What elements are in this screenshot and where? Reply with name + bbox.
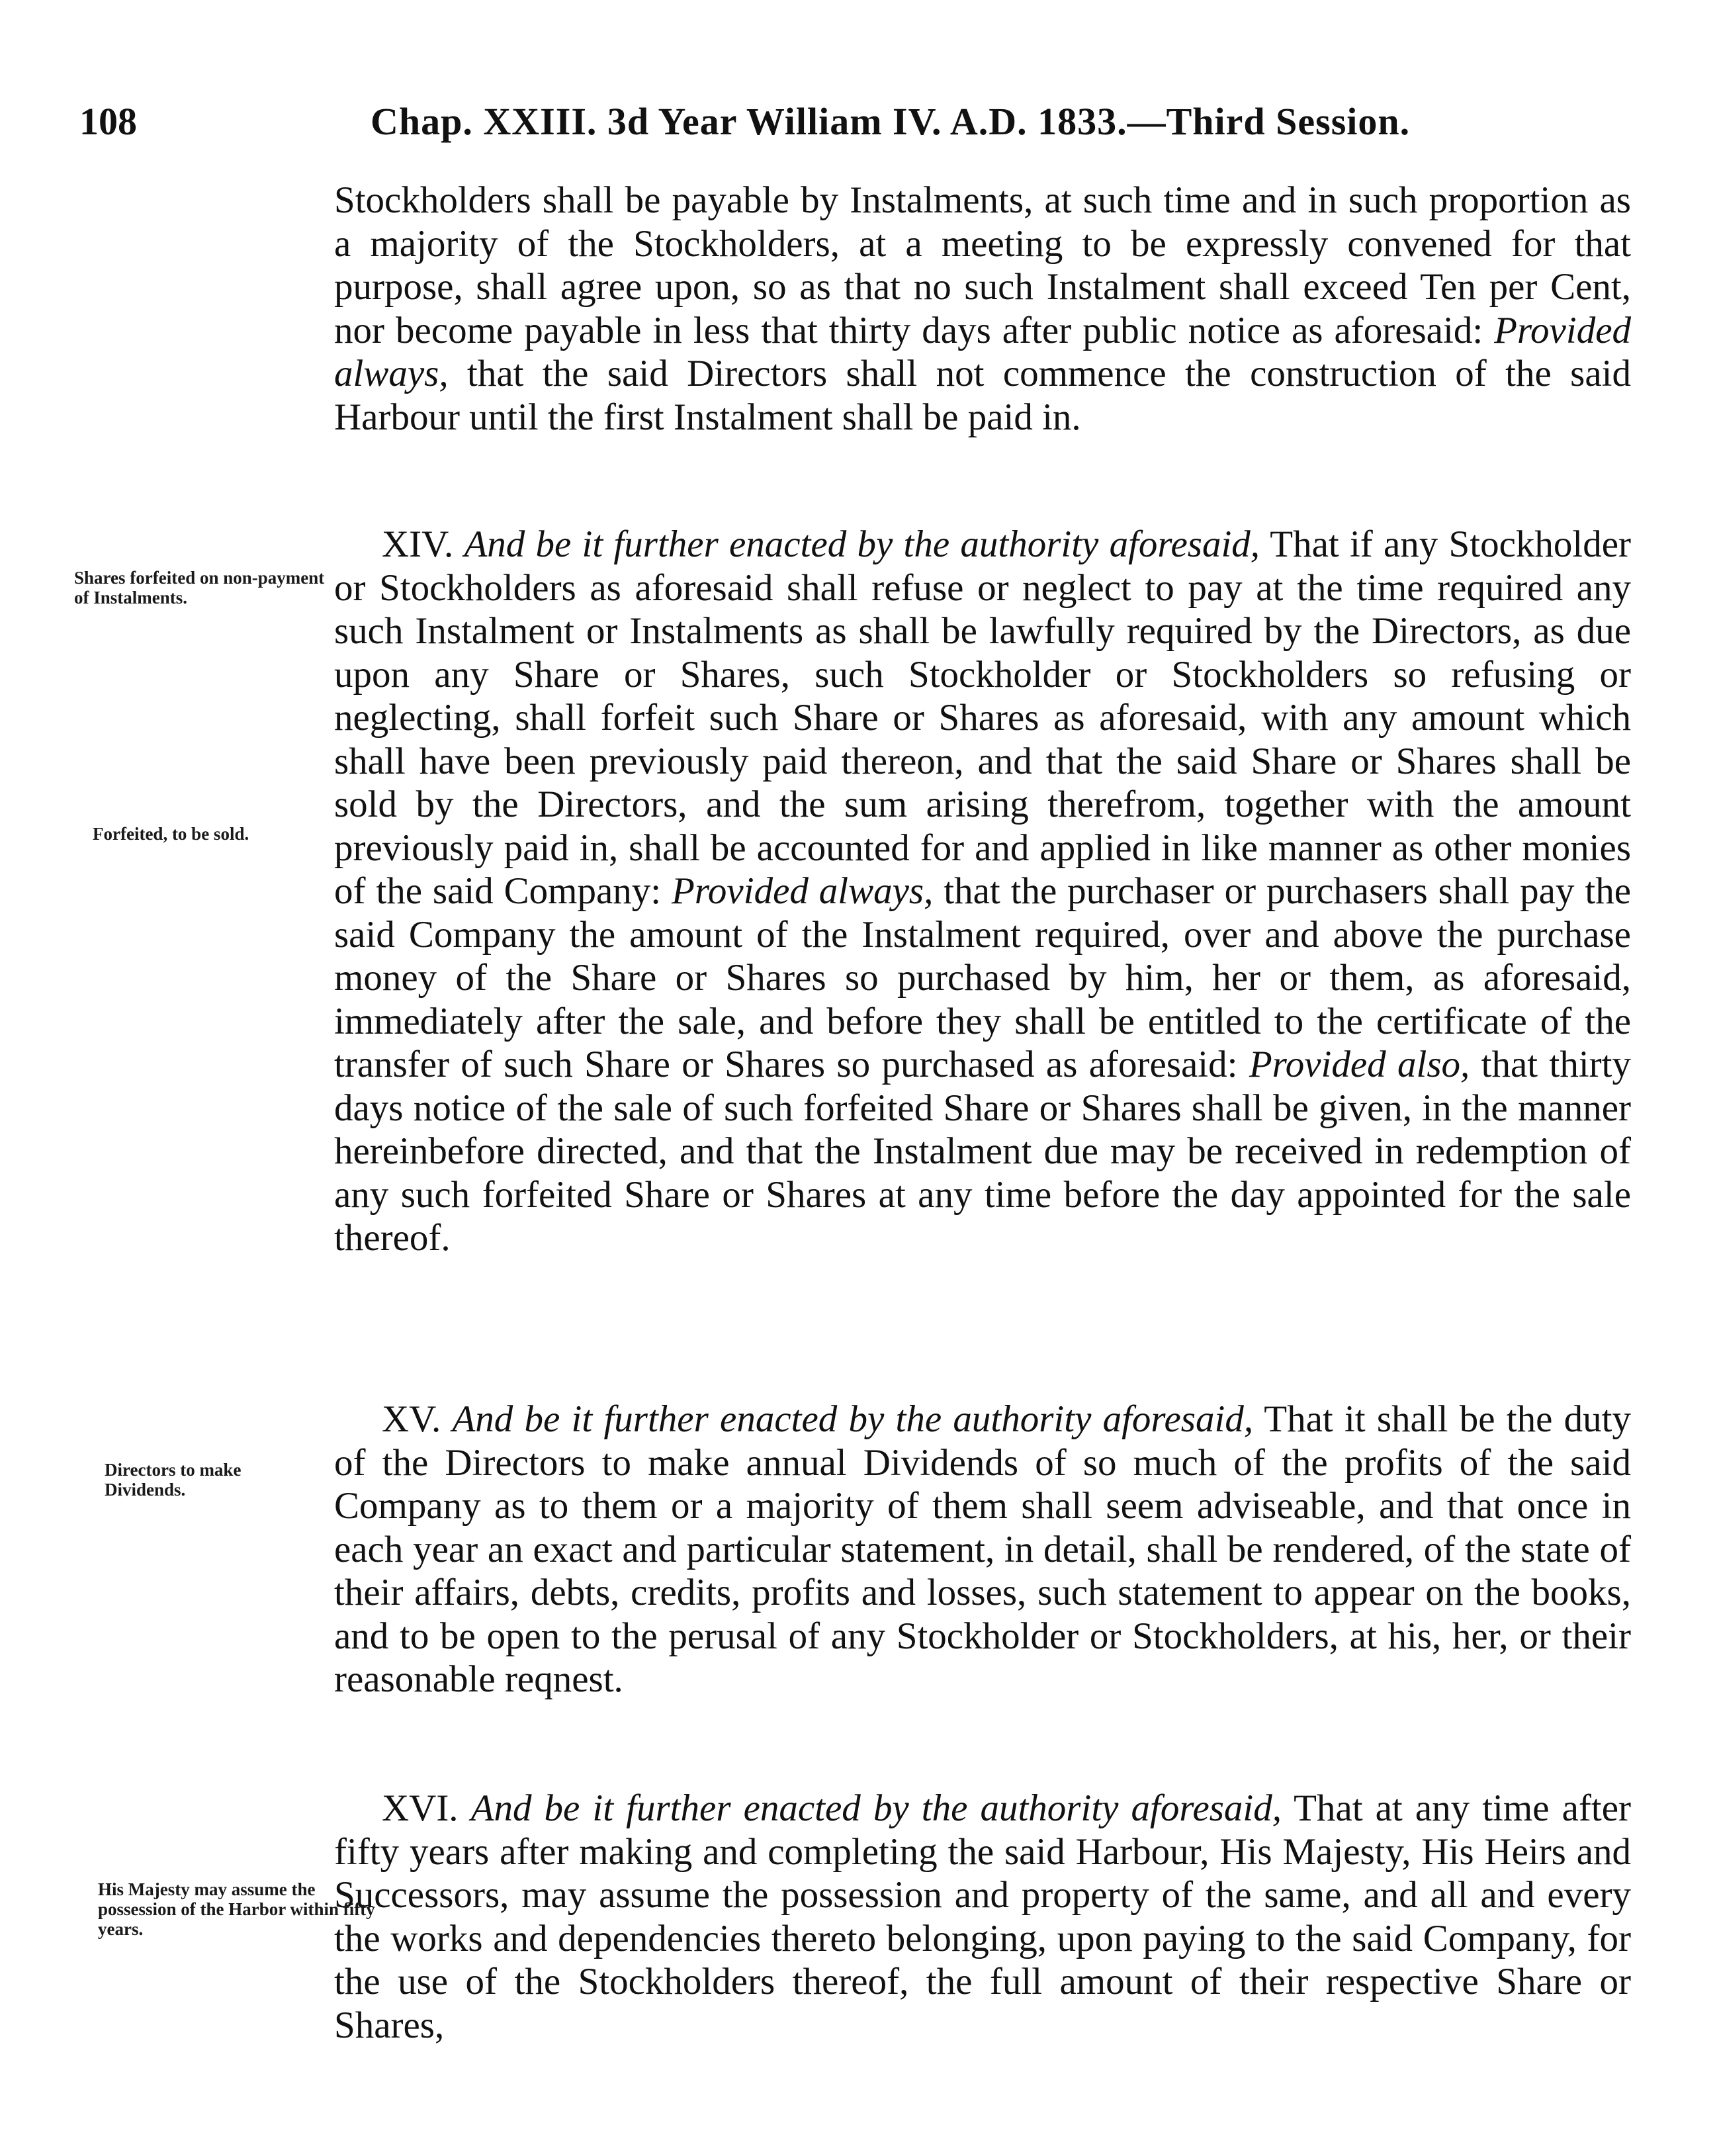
- page-number: 108: [79, 100, 137, 143]
- section-xv: [334, 1398, 1631, 1701]
- section-text: that thirty days notice of the sale of such forfeited Share or Shares shall be given, in the manner hereinbefore directed, and that the Instalment due may be received in redemption of any such forfeited Share or Shares at any time before the day appointed for the sale thereof.: [334, 1044, 1631, 1259]
- enacting-clause: And be it further enacted by the authority aforesaid,: [470, 1787, 1282, 1829]
- section-text: That it shall be the duty of the Directors to make annual Dividends of so much of the profits of the said Company as to them or a majority of them shall seem adviseable, and that once in each year an exact and particular statement, in detail, shall be rendered, of the state of their affairs, debts, credits, profits and losses, such statement to appear on the books, and to be open to the perusal of any Stockholder or Stockholders, at his, her, or their reasonable reqnest.: [334, 1398, 1631, 1700]
- continuation-text-end: that the said Directors shall not commence the construction of the said Harbour until the first Instalment shall be paid in.: [334, 353, 1631, 438]
- enacting-clause: And be it further enacted by the authority aforesaid,: [464, 523, 1260, 565]
- margin-note-forfeited-sold: Forfeited, to be sold.: [93, 824, 249, 844]
- continuation-text: Stockholders shall be payable by Instalments, at such time and in such proportion as a majority of the Stockholders, at a meeting to be expressly convened for that purpose, shall agree upon, so as that no such Instalment shall exceed Ten per Cent, nor become payable in less that thirty days after public notice as aforesaid:: [334, 179, 1631, 351]
- margin-note-shares-forfeited: Shares forfeited on non-payment of Instalments.: [74, 568, 325, 607]
- section-numeral: XVI.: [382, 1787, 459, 1829]
- section-text: that the purchaser or purchasers shall pay the said Company the amount of the Instalment required, over and above the purchase money of the Share or Shares so purchased by him, her or them, as aforesaid, immediately after the sale, and before they shall be entitled to the certificate of the transfer of such Share or Shares so purchased as aforesaid:: [334, 870, 1632, 1085]
- margin-note-majesty-assume: His Majesty may assume the possession of the Harbor within fifty years.: [98, 1879, 375, 1939]
- section-text: That if any Stockholder or Stockholders as aforesaid shall refuse or neglect to pay at the time required any such Instalment or Instalments as shall be lawfully required by the Directors, as due upon any Share or Shares, such Stockholder or Stockholders so refusing or neglecting, shall forfeit such Share or Shares as aforesaid, with any amount which shall have been previously paid thereon, and that the said Share or Shares shall be sold by the Directors, and the sum arising therefrom, together with the amount previously paid in, shall be accounted for and applied in like manner as other monies of the said Company:: [334, 523, 1631, 912]
- proviso-italic: Provided also,: [1249, 1044, 1470, 1085]
- running-head: Chap. XXIII. 3d Year William IV. A.D. 1833.—Third Session.: [371, 100, 1411, 143]
- proviso-italic: Provided always,: [334, 309, 1631, 394]
- section-numeral: XIV.: [382, 523, 454, 565]
- enacting-clause: And be it further enacted by the authority aforesaid,: [452, 1398, 1254, 1440]
- section-xiv: [334, 523, 1631, 1260]
- continuation-paragraph: [334, 179, 1631, 439]
- section-xvi: [334, 1787, 1631, 2047]
- section-text: That at any time after fifty years after making and completing the said Harbour, His Majesty, His Heirs and Successors, may assume the possession and property of the same, and all and every the works and dependencies thereto belonging, upon paying to the said Company, for the use of the Stockholders thereof, the full amount of their respective Share or Shares,: [334, 1787, 1631, 2046]
- margin-note-directors-dividends: Directors to make Dividends.: [105, 1460, 242, 1500]
- proviso-italic: Provided always,: [672, 870, 934, 912]
- section-numeral: XV.: [382, 1398, 441, 1440]
